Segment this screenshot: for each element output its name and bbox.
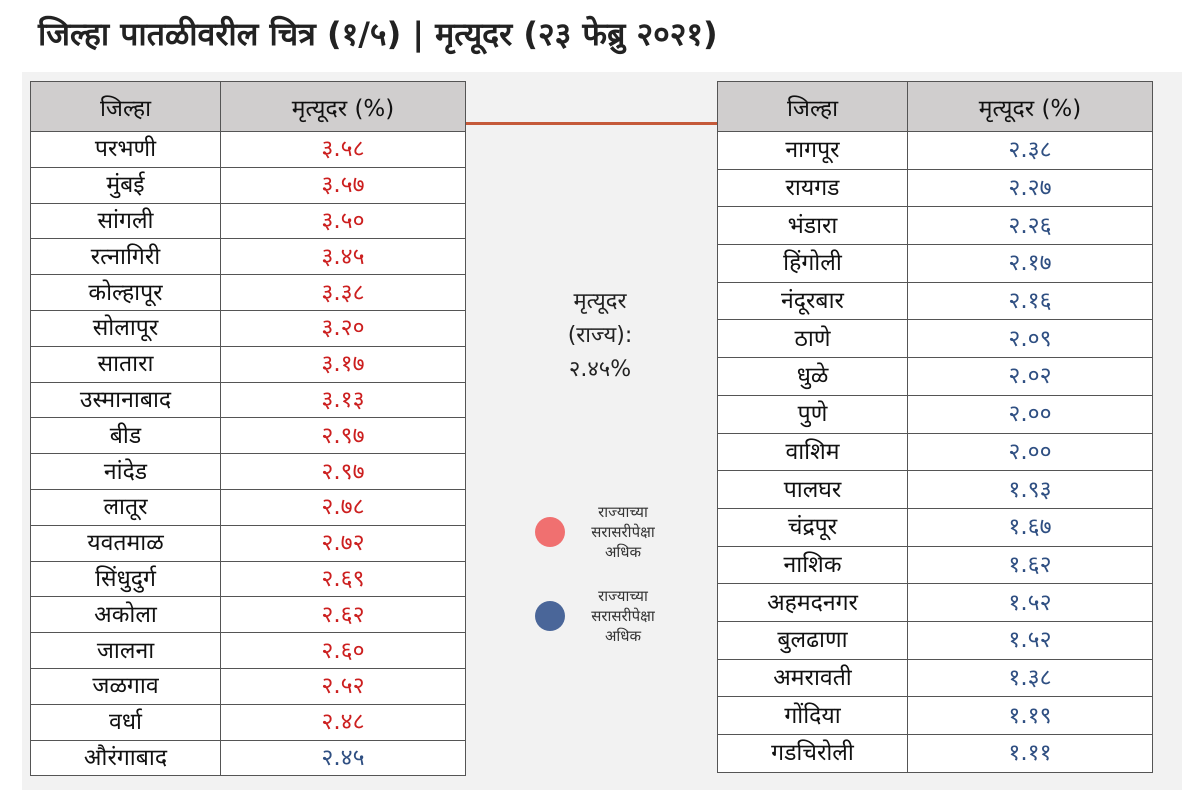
table-row — [31, 275, 466, 311]
table-row — [718, 508, 1153, 546]
rate-column-header: मृत्यूदर (%) — [221, 82, 466, 132]
district-name-cell: उस्मानाबाद — [31, 382, 221, 418]
connector-line — [466, 122, 717, 125]
district-name-cell: वर्धा — [31, 704, 221, 740]
rate-cell: २.७२ — [221, 525, 466, 561]
legend-below-text — [577, 586, 669, 646]
state-rate-label-1: मृत्यूदर — [573, 289, 627, 314]
district-name-cell: रत्नागिरी — [31, 239, 221, 275]
table-row — [31, 346, 466, 382]
district-name-cell: पालघर — [718, 471, 908, 509]
table-row — [718, 584, 1153, 622]
rate-column-header: मृत्यूदर (%) — [908, 82, 1153, 132]
district-name-cell: चंद्रपूर — [718, 508, 908, 546]
rate-cell: १.५२ — [908, 621, 1153, 659]
district-name-cell: वाशिम — [718, 433, 908, 471]
district-name-cell: यवतमाळ — [31, 525, 221, 561]
table-row — [718, 621, 1153, 659]
district-name-cell: गडचिरोली — [718, 735, 908, 773]
rate-cell: ३.१७ — [221, 346, 466, 382]
legend-above-average — [535, 502, 669, 562]
district-name-cell: मुंबई — [31, 167, 221, 203]
legend-below-line-3: अधिक — [604, 627, 642, 645]
table-row — [718, 735, 1153, 773]
district-name-cell: सातारा — [31, 346, 221, 382]
legend-above-line-3: अधिक — [604, 543, 642, 561]
district-name-cell: नंदूरबार — [718, 282, 908, 320]
table-row — [31, 382, 466, 418]
table-row — [718, 358, 1153, 396]
table-row — [718, 433, 1153, 471]
district-name-cell: बुलढाणा — [718, 621, 908, 659]
district-name-cell: रायगड — [718, 169, 908, 207]
district-name-cell: हिंगोली — [718, 245, 908, 283]
red-dot-icon — [535, 517, 565, 547]
rate-cell: ३.५० — [221, 203, 466, 239]
table-row — [718, 169, 1153, 207]
legend-below-line-2: सरासरीपेक्षा — [591, 607, 655, 625]
table-row — [31, 203, 466, 239]
rate-cell: १.६७ — [908, 508, 1153, 546]
table-row — [31, 132, 466, 168]
table-row — [31, 597, 466, 633]
rate-cell: २.६० — [221, 633, 466, 669]
table-row — [31, 740, 466, 776]
rate-cell: २.४८ — [221, 704, 466, 740]
table-row — [718, 697, 1153, 735]
table-row — [31, 633, 466, 669]
rate-cell: ३.५७ — [221, 167, 466, 203]
table-row — [718, 132, 1153, 170]
district-name-cell: जालना — [31, 633, 221, 669]
district-name-cell: कोल्हापूर — [31, 275, 221, 311]
table-row — [718, 320, 1153, 358]
state-rate-box — [530, 285, 670, 387]
rate-cell: ३.४५ — [221, 239, 466, 275]
rate-cell: २.२७ — [908, 169, 1153, 207]
rate-cell: २.५२ — [221, 668, 466, 704]
rate-cell: १.१९ — [908, 697, 1153, 735]
district-name-cell: सांगली — [31, 203, 221, 239]
right-district-table — [717, 81, 1153, 773]
table-row — [31, 489, 466, 525]
left-district-table — [30, 81, 466, 776]
table-header-row — [718, 82, 1153, 132]
legend-below-average — [535, 586, 669, 646]
blue-dot-icon — [535, 601, 565, 631]
district-name-cell: नांदेड — [31, 454, 221, 490]
table-row — [31, 561, 466, 597]
rate-cell: २.७८ — [221, 489, 466, 525]
district-name-cell: धुळे — [718, 358, 908, 396]
district-name-cell: बीड — [31, 418, 221, 454]
state-rate-label-2: (राज्य): — [567, 323, 633, 348]
legend-above-line-1: राज्याच्या — [598, 503, 648, 521]
table-row — [718, 471, 1153, 509]
rate-cell: २.९७ — [221, 454, 466, 490]
rate-cell: २.०९ — [908, 320, 1153, 358]
table-row — [718, 245, 1153, 283]
rate-cell: १.९३ — [908, 471, 1153, 509]
table-row — [31, 418, 466, 454]
rate-cell: १.६२ — [908, 546, 1153, 584]
rate-cell: २.४५ — [221, 740, 466, 776]
district-name-cell: अहमदनगर — [718, 584, 908, 622]
table-row — [31, 704, 466, 740]
district-name-cell: सिंधुदुर्ग — [31, 561, 221, 597]
district-name-cell: औरंगाबाद — [31, 740, 221, 776]
rate-cell: ३.१३ — [221, 382, 466, 418]
table-row — [31, 167, 466, 203]
district-name-cell: भंडारा — [718, 207, 908, 245]
district-name-cell: नाशिक — [718, 546, 908, 584]
district-name-cell: अकोला — [31, 597, 221, 633]
rate-cell: १.३८ — [908, 659, 1153, 697]
district-column-header: जिल्हा — [31, 82, 221, 132]
table-row — [718, 546, 1153, 584]
table-row — [31, 454, 466, 490]
district-name-cell: अमरावती — [718, 659, 908, 697]
district-name-cell: नागपूर — [718, 132, 908, 170]
table-row — [31, 668, 466, 704]
table-row — [718, 659, 1153, 697]
state-rate-value: २.४५% — [568, 357, 632, 382]
rate-cell: २.९७ — [221, 418, 466, 454]
left-table-body — [31, 132, 466, 776]
district-name-cell: जळगाव — [31, 668, 221, 704]
rate-cell: १.५२ — [908, 584, 1153, 622]
legend-below-line-1: राज्याच्या — [598, 587, 648, 605]
rate-cell: २.०२ — [908, 358, 1153, 396]
table-row — [718, 207, 1153, 245]
table-row — [31, 239, 466, 275]
rate-cell: २.६९ — [221, 561, 466, 597]
page-title: जिल्हा पातळीवरील चित्र (१/५) | मृत्यूदर (२३ फेब्रु २०२१) — [38, 15, 718, 53]
rate-cell: २.१७ — [908, 245, 1153, 283]
district-name-cell: परभणी — [31, 132, 221, 168]
table-row — [718, 395, 1153, 433]
rate-cell: २.२६ — [908, 207, 1153, 245]
district-name-cell: सोलापूर — [31, 310, 221, 346]
legend-above-text — [577, 502, 669, 562]
district-name-cell: पुणे — [718, 395, 908, 433]
district-name-cell: गोंदिया — [718, 697, 908, 735]
rate-cell: १.११ — [908, 735, 1153, 773]
district-name-cell: ठाणे — [718, 320, 908, 358]
rate-cell: २.३८ — [908, 132, 1153, 170]
rate-cell: ३.५८ — [221, 132, 466, 168]
table-row — [31, 310, 466, 346]
rate-cell: २.१६ — [908, 282, 1153, 320]
table-row — [31, 525, 466, 561]
rate-cell: ३.३८ — [221, 275, 466, 311]
right-table-body — [718, 132, 1153, 773]
table-row — [718, 282, 1153, 320]
rate-cell: २.०० — [908, 395, 1153, 433]
rate-cell: ३.२० — [221, 310, 466, 346]
rate-cell: २.०० — [908, 433, 1153, 471]
district-name-cell: लातूर — [31, 489, 221, 525]
legend-above-line-2: सरासरीपेक्षा — [591, 523, 655, 541]
rate-cell: २.६२ — [221, 597, 466, 633]
district-column-header: जिल्हा — [718, 82, 908, 132]
table-header-row — [31, 82, 466, 132]
